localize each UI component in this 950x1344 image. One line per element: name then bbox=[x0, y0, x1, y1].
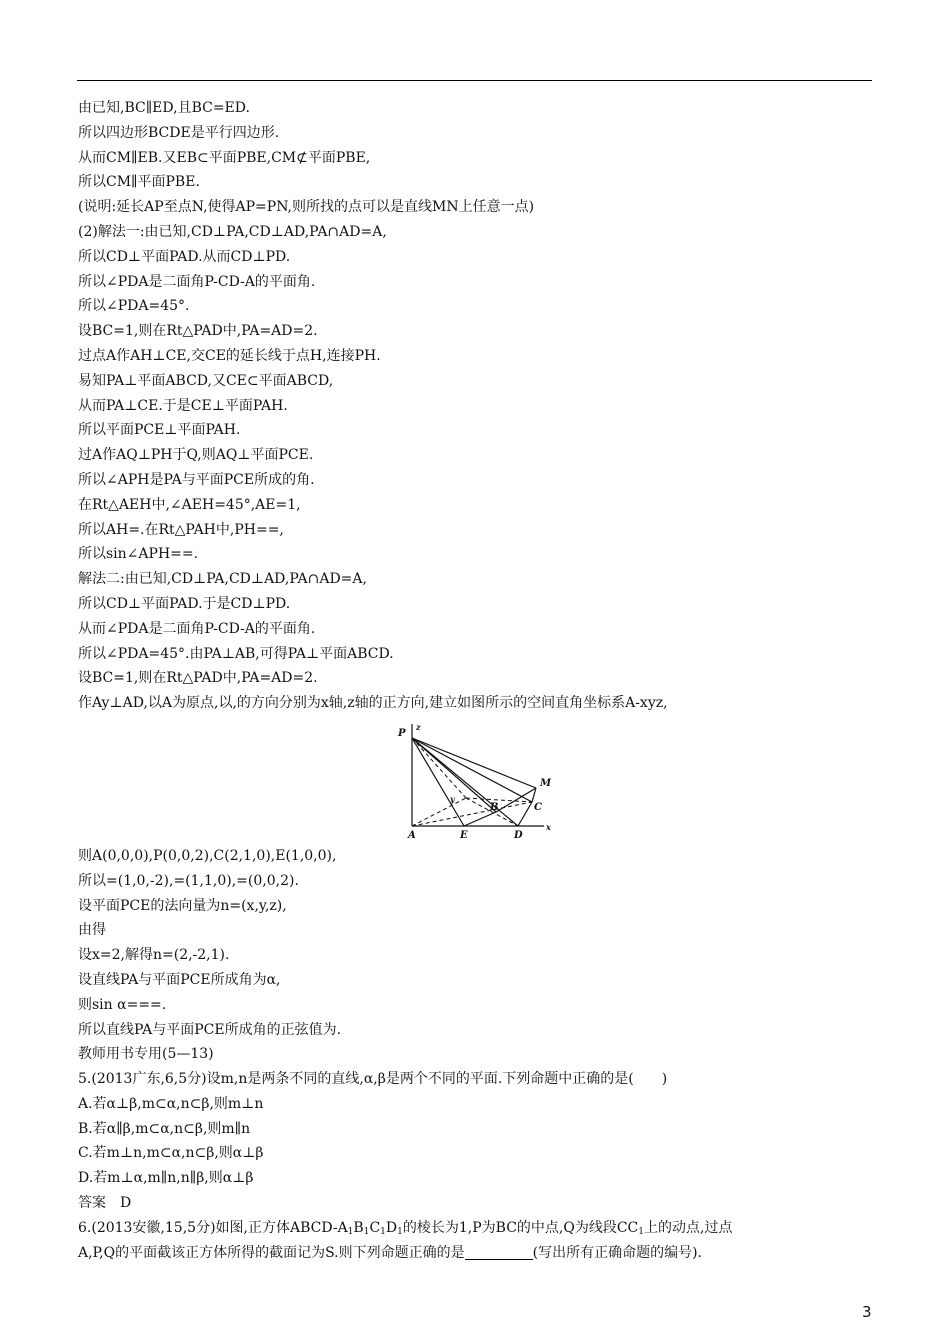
text-line: 作Ay⊥AD,以A为原点,以,的方向分别为x轴,z轴的正方向,建立如图所示的空间直角坐标系A-xyz, bbox=[78, 695, 668, 712]
q6-text-a: 6.(2013安徽,15,5分)如图,正方体ABCD-A bbox=[78, 1219, 348, 1236]
text-line: 所以∠PDA是二面角P-CD-A的平面角. bbox=[78, 273, 316, 290]
coordinate-figure bbox=[394, 720, 634, 840]
label-E: E bbox=[460, 829, 468, 840]
edge-PM bbox=[412, 738, 536, 788]
solution-part-1 bbox=[78, 96, 878, 716]
text-line: 则sin α===. bbox=[78, 996, 167, 1013]
page-number: 3 bbox=[862, 1303, 872, 1321]
q6-text-c: C bbox=[369, 1219, 381, 1236]
text-line: 由已知,BC∥ED,且BC=ED. bbox=[78, 100, 250, 116]
text-line: 所以平面PCE⊥平面PAH. bbox=[78, 422, 241, 439]
text-line: 设平面PCE的法向量为n=(x,y,z), bbox=[78, 897, 287, 914]
solution-part-2 bbox=[78, 844, 878, 1216]
label-z: z bbox=[416, 721, 421, 732]
q6-text-e: 的棱长为1,P为BC的中点,Q为线段CC bbox=[402, 1219, 639, 1236]
text-line: 从而CM∥EB.又EB⊂平面PBE,CM⊄平面PBE, bbox=[78, 149, 371, 166]
text-line: 5.(2013广东,6,5分)设m,n是两条不同的直线,α,β是两个不同的平面.下列命题中正确的是( ) bbox=[78, 1071, 668, 1088]
text-line: 设BC=1,则在Rt△PAD中,PA=AD=2. bbox=[78, 323, 318, 340]
text-line: 设BC=1,则在Rt△PAD中,PA=AD=2. bbox=[78, 670, 318, 687]
text-line: 从而∠PDA是二面角P-CD-A的平面角. bbox=[78, 620, 316, 637]
text-line: 所以∠APH是PA与平面PCE所成的角. bbox=[78, 471, 315, 488]
text-line: 所以∠PDA=45°.由PA⊥AB,可得PA⊥平面ABCD. bbox=[78, 645, 394, 662]
answer-blank bbox=[465, 1245, 533, 1260]
text-line: 由得 bbox=[78, 922, 106, 939]
label-B: B bbox=[490, 801, 499, 813]
q6-text-h: (写出所有正确命题的编号). bbox=[532, 1244, 702, 1261]
q6-sub-3: 1 bbox=[380, 1226, 386, 1237]
text-line: 解法二:由已知,CD⊥PA,CD⊥AD,PA∩AD=A, bbox=[78, 571, 367, 588]
q6-text-d: D bbox=[385, 1219, 398, 1236]
text-line: 所以CD⊥平面PAD.于是CD⊥PD. bbox=[78, 595, 291, 612]
q6-sub-2: 1 bbox=[363, 1226, 370, 1237]
text-line: 所以四边形BCDE是平行四边形. bbox=[78, 124, 280, 141]
text-line: D.若m⊥α,m∥n,n∥β,则α⊥β bbox=[78, 1170, 254, 1187]
q6-sub-1: 1 bbox=[347, 1226, 354, 1237]
text-line: (2)解法一:由已知,CD⊥PA,CD⊥AD,PA∩AD=A, bbox=[78, 223, 387, 240]
label-D: D bbox=[514, 829, 523, 840]
question-6-line-1 bbox=[78, 1216, 878, 1241]
text-line: 教师用书专用(5—13) bbox=[78, 1046, 214, 1063]
q6-sub-5: 1 bbox=[638, 1226, 644, 1237]
header-rule bbox=[77, 80, 872, 81]
pyramid-diagram bbox=[394, 720, 634, 840]
text-line: 易知PA⊥平面ABCD,又CE⊂平面ABCD, bbox=[78, 372, 334, 389]
question-6-line-2 bbox=[78, 1241, 878, 1266]
text-line: C.若m⊥n,m⊂α,n⊂β,则α⊥β bbox=[78, 1145, 264, 1162]
text-line: 所以sin∠APH==. bbox=[78, 546, 199, 563]
edge-DC bbox=[518, 802, 532, 826]
text-line: 所以CM∥平面PBE. bbox=[78, 174, 200, 191]
text-line: 在Rt△AEH中,∠AEH=45°,AE=1, bbox=[78, 496, 301, 513]
page-content bbox=[78, 96, 878, 1265]
edge-PB-dashed bbox=[412, 738, 466, 798]
text-line: 设直线PA与平面PCE所成角为α, bbox=[78, 971, 281, 988]
edge-EB bbox=[464, 812, 496, 826]
text-line: (说明:延长AP至点N,使得AP=PN,则所找的点可以是直线MN上任意一点) bbox=[78, 199, 535, 216]
q6-text-g: A,P,Q的平面截该正方体所得的截面记为S.则下列命题正确的是 bbox=[78, 1244, 465, 1261]
label-x: x bbox=[546, 821, 551, 832]
text-line: 所以=(1,0,-2),=(1,1,0),=(0,0,2). bbox=[78, 872, 299, 889]
label-A: A bbox=[408, 829, 416, 840]
q6-text-b: B bbox=[353, 1219, 364, 1236]
label-P: P bbox=[398, 727, 406, 739]
text-line: 所以直线PA与平面PCE所成角的正弦值为. bbox=[78, 1021, 342, 1038]
text-line: 设x=2,解得n=(2,-2,1). bbox=[78, 947, 230, 964]
edge-PC bbox=[412, 738, 532, 802]
y-axis-line bbox=[412, 798, 466, 826]
label-C: C bbox=[534, 801, 542, 813]
q6-sub-4: 1 bbox=[397, 1226, 403, 1237]
edge-PD bbox=[412, 738, 518, 826]
text-line: 过点A作AH⊥CE,交CE的延长线于点H,连接PH. bbox=[78, 347, 381, 364]
q6-text-f: 上的动点,过点 bbox=[644, 1219, 733, 1236]
text-line: 过A作AQ⊥PH于Q,则AQ⊥平面PCE. bbox=[78, 447, 314, 464]
text-line: 从而PA⊥CE.于是CE⊥平面PAH. bbox=[78, 397, 288, 414]
text-line: A.若α⊥β,m⊂α,n⊂β,则m⊥n bbox=[78, 1095, 264, 1112]
label-M: M bbox=[540, 777, 552, 789]
text-line: 答案 D bbox=[78, 1195, 132, 1212]
edge-BC-dashed bbox=[466, 798, 532, 802]
text-line: 所以AH=.在Rt△PAH中,PH==, bbox=[78, 521, 284, 538]
text-line: 则A(0,0,0),P(0,0,2),C(2,1,0),E(1,0,0), bbox=[78, 847, 337, 864]
text-line: B.若α∥β,m⊂α,n⊂β,则m∥n bbox=[78, 1120, 251, 1137]
text-line: 所以CD⊥平面PAD.从而CD⊥PD. bbox=[78, 248, 291, 265]
label-y: y bbox=[450, 793, 455, 804]
text-line: 所以∠PDA=45°. bbox=[78, 298, 190, 315]
